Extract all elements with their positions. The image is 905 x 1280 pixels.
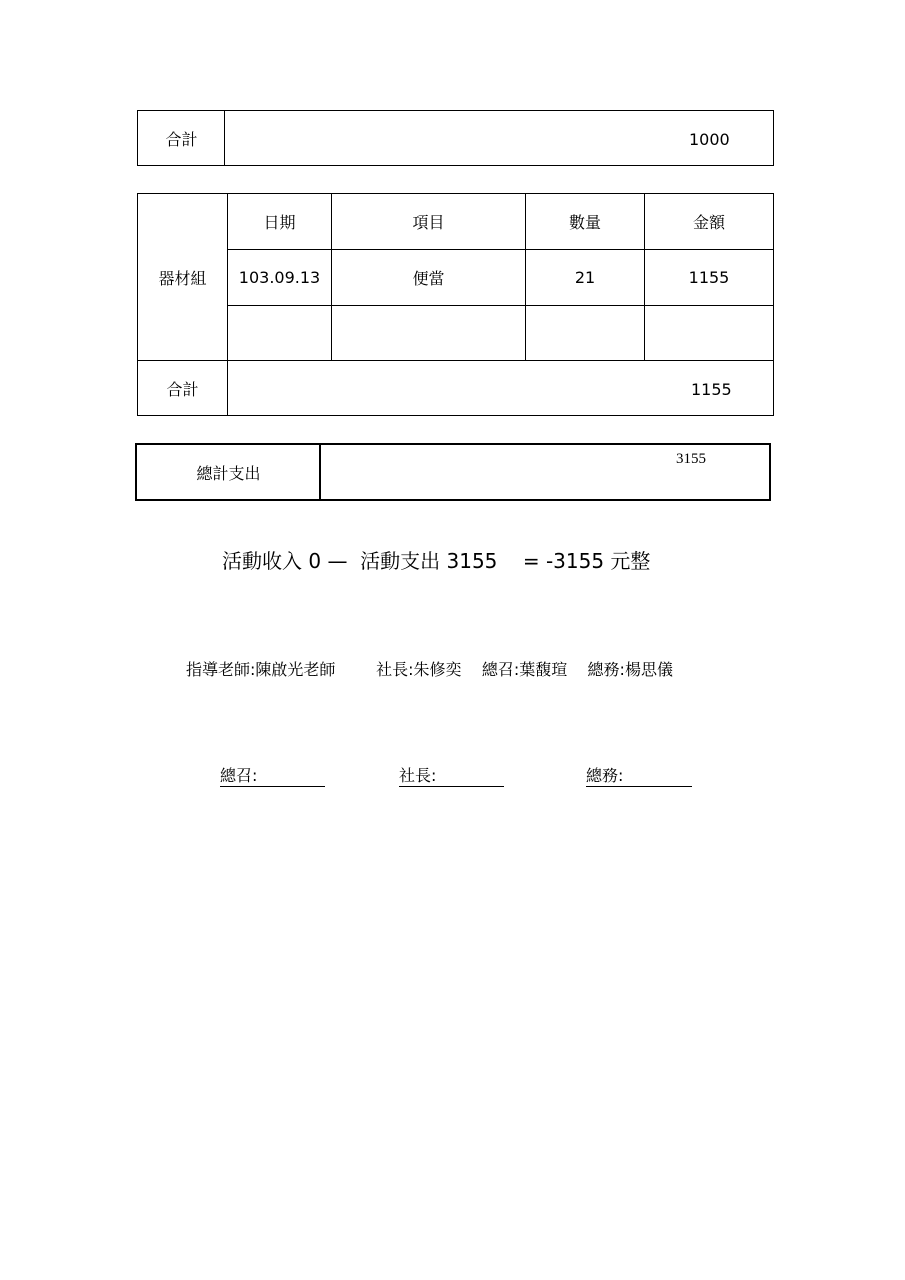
grand-total-divider	[319, 445, 321, 499]
row2-quantity	[526, 306, 644, 360]
signature-convener-label: 總召:	[220, 766, 258, 785]
top-total-label: 合計	[165, 129, 198, 149]
row1-quantity: 21	[574, 268, 596, 287]
row1-amount: 1155	[688, 268, 730, 287]
signature-president	[399, 765, 504, 787]
header-quantity: 數量	[568, 213, 601, 232]
group-label: 器材組	[158, 268, 207, 288]
grand-total-label: 總計支出	[196, 463, 261, 483]
top-total-value: 1000	[689, 130, 730, 149]
row1-date: 103.09.13	[238, 268, 321, 287]
grand-total-table	[135, 443, 771, 501]
equipment-table	[137, 193, 774, 416]
header-date: 日期	[263, 213, 296, 232]
summary-line: 活動收入 0 — 活動支出 3155 = -3155 元整	[222, 549, 651, 573]
signature-president-label: 社長:	[399, 766, 437, 785]
signature-treasurer	[586, 765, 692, 787]
row2-item	[332, 306, 525, 360]
grand-total-value: 3155	[676, 451, 706, 467]
header-item: 項目	[412, 213, 445, 232]
signature-convener	[220, 765, 325, 787]
row2-amount	[645, 306, 773, 360]
equipment-total-value: 1155	[691, 380, 732, 399]
row2-date	[228, 306, 331, 360]
equipment-total-label: 合計	[166, 379, 199, 399]
staff-line: 指導老師:陳啟光老師 社長:朱修奕 總召:葉馥瑄 總務:楊思儀	[186, 660, 673, 679]
header-amount: 金額	[692, 213, 725, 232]
signature-treasurer-label: 總務:	[586, 766, 624, 785]
row1-item: 便當	[412, 269, 445, 288]
total-row-divider	[138, 360, 773, 361]
top-total-table	[137, 110, 774, 166]
top-total-divider	[224, 111, 225, 165]
